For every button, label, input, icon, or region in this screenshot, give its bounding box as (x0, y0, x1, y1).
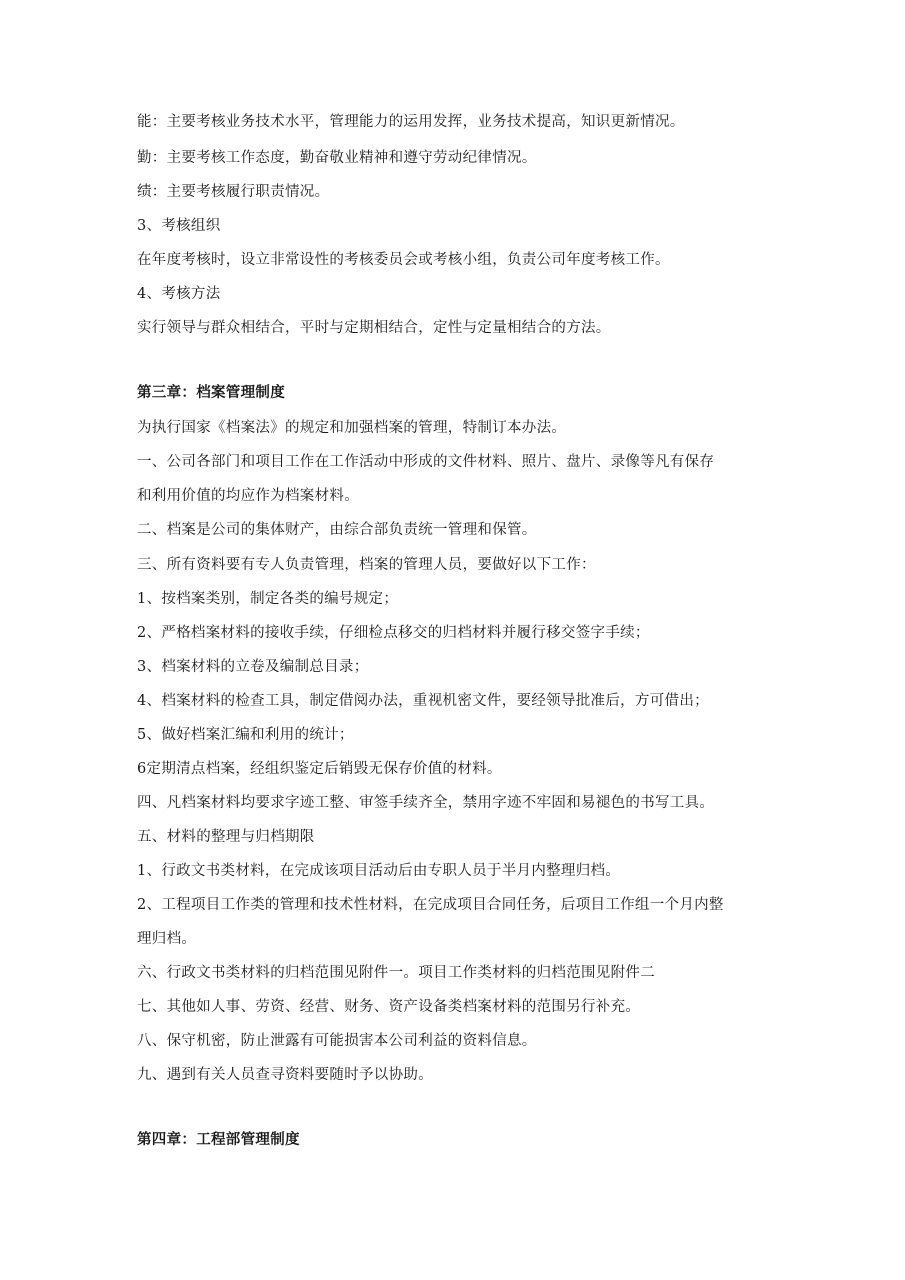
paragraph-line: 六、行政文书类材料的归档范围见附件一。项目工作类材料的归档范围见附件二 (137, 965, 655, 981)
paragraph-line: 四、凡档案材料均要求字迹工整、审签手续齐全，禁用字迹不牢固和易褪色的书写工具。 (137, 795, 715, 811)
chapter-4-title: 第四章：工程部管理制度 (137, 1132, 300, 1148)
paragraph-line: 1、按档案类别，制定各类的编号规定； (137, 591, 399, 607)
paragraph-line: 勤：主要考核工作态度，勤奋敬业精神和遵守劳动纪律情况。 (137, 150, 537, 166)
paragraph-line: 理归档。 (137, 931, 197, 947)
paragraph-line: 和利用价值的均应作为档案材料。 (137, 488, 359, 504)
paragraph-line: 6定期清点档案，经组织鉴定后销毁无保存价值的材料。 (137, 761, 502, 777)
paragraph-line: 5、做好档案汇编和利用的统计； (137, 727, 354, 743)
paragraph-line: 4、档案材料的检查工具，制定借阅办法，重视机密文件，要经领导批准后，方可借出； (137, 693, 709, 709)
paragraph-line: 绩：主要考核履行职责情况。 (137, 184, 330, 200)
paragraph-line: 一、公司各部门和项目工作在工作活动中形成的文件材料、照片、盘片、录像等凡有保存 (137, 454, 715, 470)
paragraph-line: 八、保守机密，防止泄露有可能损害本公司利益的资料信息。 (137, 1033, 537, 1049)
subheading-line: 4、考核方法 (137, 286, 221, 302)
paragraph-line: 2、严格档案材料的接收手续，仔细检点移交的归档材料并履行移交签字手续； (137, 625, 650, 641)
subheading-line: 3、考核组织 (137, 218, 221, 234)
paragraph-line: 五、材料的整理与归档期限 (137, 829, 315, 845)
paragraph-line: 1、行政文书类材料，在完成该项目活动后由专职人员于半月内整理归档。 (137, 863, 621, 879)
paragraph-line: 七、其他如人事、劳资、经营、财务、资产设备类档案材料的范围另行补充。 (137, 999, 641, 1015)
paragraph-line: 实行领导与群众相结合，平时与定期相结合，定性与定量相结合的方法。 (137, 320, 611, 336)
chapter-3-title: 第三章：档案管理制度 (137, 385, 285, 401)
paragraph-line: 2、工程项目工作类的管理和技术性材料，在完成项目合同任务，后项目工作组一个月内整 (137, 897, 724, 913)
paragraph-line: 在年度考核时，设立非常设性的考核委员会或考核小组，负责公司年度考核工作。 (137, 252, 670, 268)
paragraph-line: 为执行国家《档案法》的规定和加强档案的管理，特制订本办法。 (137, 420, 567, 436)
paragraph-line: 3、档案材料的立卷及编制总目录； (137, 659, 369, 675)
paragraph-line: 能：主要考核业务技术水平，管理能力的运用发挥，业务技术提高，知识更新情况。 (137, 114, 685, 130)
paragraph-line: 二、档案是公司的集体财产，由综合部负责统一管理和保管。 (137, 522, 537, 538)
paragraph-line: 三、所有资料要有专人负责管理，档案的管理人员，要做好以下工作： (137, 557, 596, 573)
paragraph-line: 九、遇到有关人员查寻资料要随时予以协助。 (137, 1067, 433, 1083)
